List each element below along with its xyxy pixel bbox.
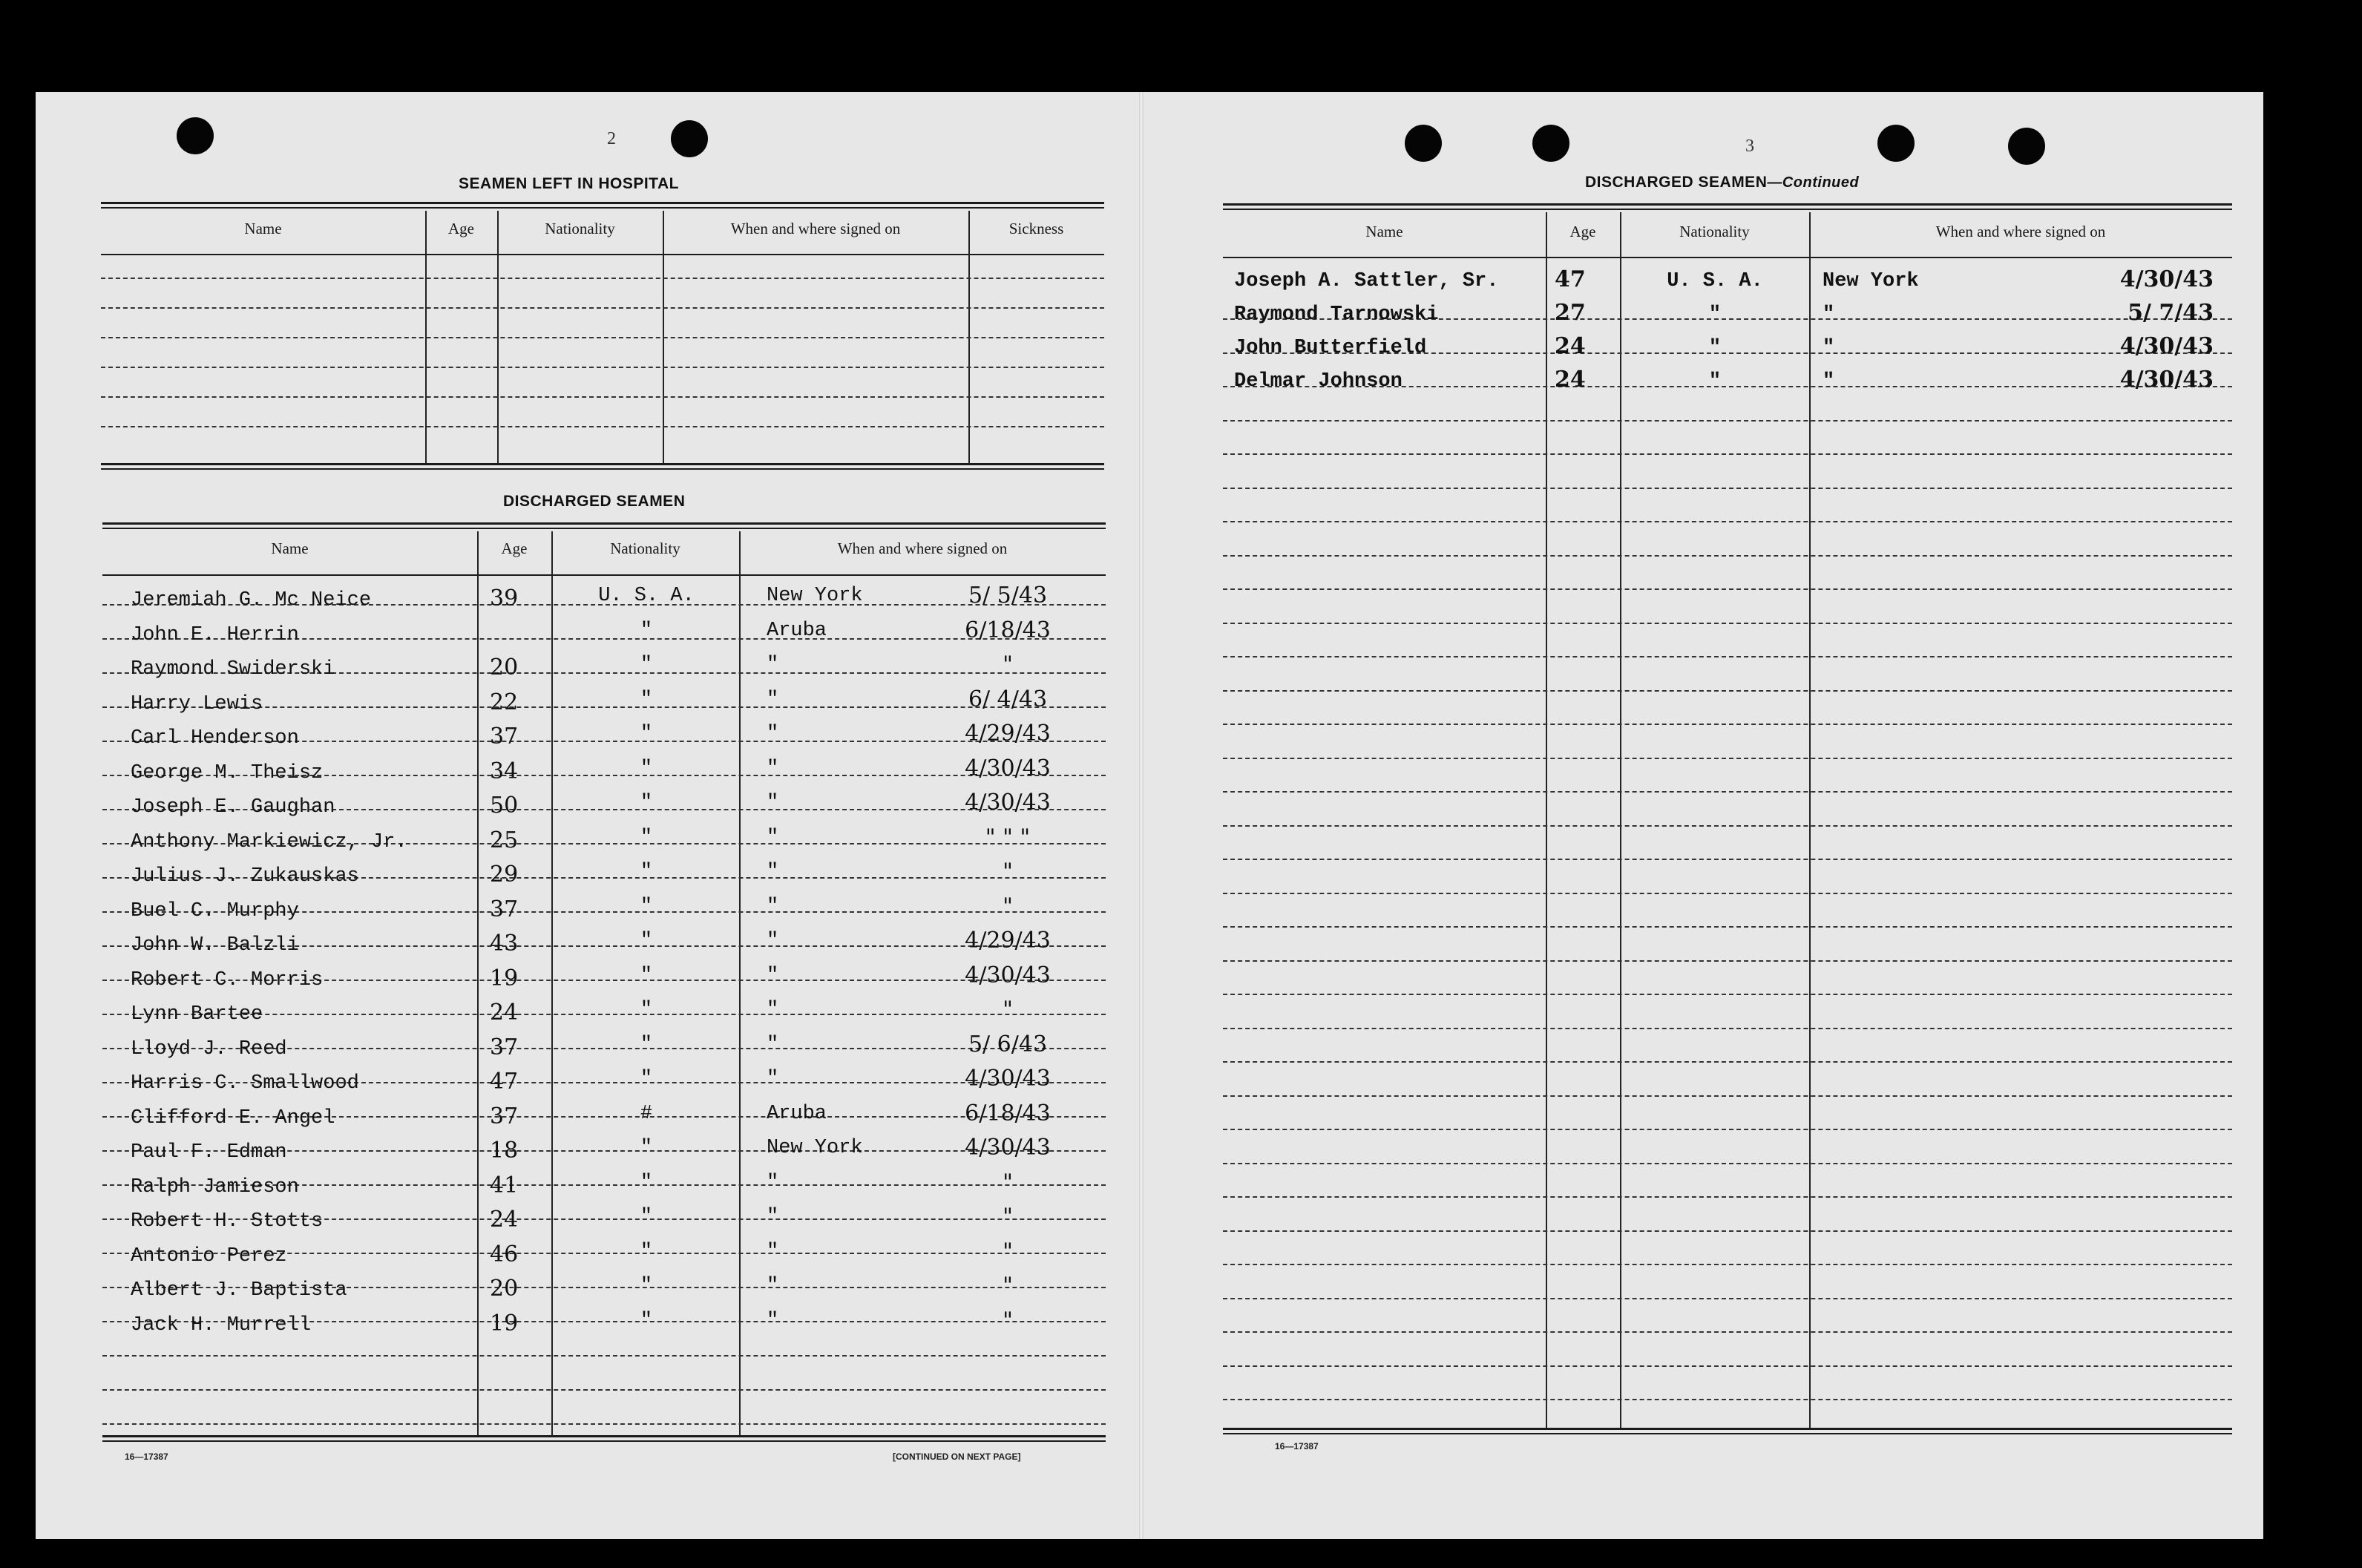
seaman-nationality: " <box>640 1171 653 1194</box>
page-number: 2 <box>607 129 616 148</box>
bottom-rule <box>1223 1428 2232 1430</box>
page-number: 3 <box>1745 137 1754 156</box>
row-line <box>1223 1129 2232 1130</box>
signed-on-place: New York <box>767 1137 863 1159</box>
signed-on-place: " <box>767 895 779 918</box>
column-header: Nationality <box>1679 223 1750 240</box>
column-header: Sickness <box>1008 220 1064 237</box>
signed-on-date: 4/30/43 <box>965 790 1051 816</box>
right-page <box>1141 92 2263 1539</box>
seaman-age: 18 <box>490 1138 519 1164</box>
row-line <box>1223 521 2232 522</box>
row-line <box>1223 1264 2232 1265</box>
seaman-nationality: " <box>640 826 653 849</box>
signed-on-date: 4/29/43 <box>965 721 1051 747</box>
seaman-nationality: " <box>640 1206 653 1228</box>
signed-on-place: " <box>767 654 779 676</box>
signed-on-place: " <box>767 1206 779 1228</box>
seaman-name: Robert H. Stotts <box>131 1210 324 1233</box>
seaman-nationality: " <box>1708 337 1722 359</box>
row-line <box>1223 420 2232 421</box>
seaman-name: George M. Theisz <box>131 761 324 784</box>
column-header: Name <box>244 220 282 237</box>
seaman-name: Robert C. Morris <box>131 968 324 991</box>
column-header: Nationality <box>610 539 680 557</box>
signed-on-place: New York <box>1823 270 1919 292</box>
column-divider <box>551 531 553 1435</box>
seaman-name: Harry Lewis <box>131 692 263 715</box>
seaman-age: 22 <box>490 689 519 715</box>
signed-on-date: 5/ 5/43 <box>968 583 1048 608</box>
column-header: Age <box>1569 223 1596 240</box>
seaman-nationality: " <box>640 930 653 952</box>
header-rule <box>1223 209 2232 210</box>
seaman-nationality: " <box>640 723 653 745</box>
signed-on-place: " <box>1823 337 1835 359</box>
signed-on-date: 6/ 4/43 <box>968 686 1048 712</box>
signed-on-place: " <box>767 1068 779 1090</box>
punch-hole <box>177 117 214 154</box>
row-line <box>101 307 1104 309</box>
signed-on-place: " <box>767 723 779 745</box>
row-line <box>1223 859 2232 860</box>
row-line <box>1223 1399 2232 1400</box>
row-line <box>102 1355 1106 1357</box>
bottom-rule <box>101 463 1104 465</box>
column-header: Name <box>271 539 309 557</box>
seaman-nationality: " <box>640 1033 653 1056</box>
row-line <box>1223 926 2232 928</box>
seaman-age: 19 <box>490 965 519 991</box>
seaman-age: 41 <box>490 1172 519 1198</box>
punch-hole <box>2008 128 2045 165</box>
row-line <box>101 396 1104 398</box>
discharged-table-title: DISCHARGED SEAMEN <box>503 493 686 510</box>
seaman-nationality: " <box>640 964 653 987</box>
seaman-name: Joseph A. Sattler, Sr. <box>1234 270 1499 292</box>
hospital-table-title: SEAMEN LEFT IN HOSPITAL <box>459 175 679 192</box>
seaman-nationality: " <box>640 895 653 918</box>
header-rule <box>102 574 1106 576</box>
seaman-nationality: " <box>640 1309 653 1332</box>
signed-on-place: " <box>767 861 779 883</box>
seaman-age: 37 <box>490 1103 519 1129</box>
row-line <box>101 278 1104 279</box>
seaman-name: Antonio Perez <box>131 1244 287 1267</box>
row-line <box>1223 1331 2232 1333</box>
signed-on-date: 6/18/43 <box>965 617 1051 643</box>
column-divider <box>1546 212 1547 1428</box>
seaman-nationality: " <box>640 757 653 780</box>
continued-suffix: —Continued <box>1767 174 1860 191</box>
seaman-name: Joseph E. Gaughan <box>131 796 335 819</box>
signed-on-date: 4/30/43 <box>2119 266 2214 292</box>
seaman-nationality: " <box>1708 304 1722 326</box>
signed-on-date: 4/30/43 <box>2119 333 2214 359</box>
row-line <box>1223 1163 2232 1164</box>
seaman-age: 37 <box>490 896 519 922</box>
header-rule <box>102 528 1106 529</box>
form-number: 16—17387 <box>125 1451 168 1462</box>
column-header: When and where signed on <box>1935 223 2106 240</box>
row-line <box>1223 453 2232 455</box>
signed-on-date: " <box>1003 859 1013 885</box>
column-divider <box>1620 212 1621 1428</box>
row-line <box>102 1389 1106 1391</box>
seaman-age: 39 <box>490 585 519 611</box>
seaman-nationality: U. S. A. <box>1667 270 1763 292</box>
header-rule <box>1223 257 2232 258</box>
row-line <box>1223 1230 2232 1232</box>
column-header: When and where signed on <box>730 220 901 237</box>
column-divider <box>477 531 479 1435</box>
seaman-age: 25 <box>490 827 519 853</box>
seaman-nationality: " <box>640 654 653 676</box>
seaman-name: Albert J. Baptista <box>131 1279 347 1302</box>
signed-on-date: " <box>1003 1238 1013 1264</box>
signed-on-date: 5/ 7/43 <box>2128 300 2214 326</box>
continued-note: [CONTINUED ON NEXT PAGE] <box>893 1451 1021 1462</box>
row-line <box>1223 994 2232 995</box>
row-line <box>1223 1196 2232 1198</box>
seaman-nationality: # <box>640 1102 653 1125</box>
signed-on-place: " <box>767 930 779 952</box>
discharged-cont-title-main: DISCHARGED SEAMEN <box>1585 174 1768 191</box>
form-number: 16—17387 <box>1275 1441 1319 1451</box>
seaman-name: Lloyd J. Reed <box>131 1037 287 1060</box>
header-rule <box>101 202 1104 204</box>
signed-on-date: " <box>1003 652 1013 678</box>
signed-on-place: " <box>767 1240 779 1263</box>
bottom-rule <box>102 1440 1106 1442</box>
signed-on-place: New York <box>767 585 863 607</box>
signed-on-date: 4/30/43 <box>965 1066 1051 1092</box>
signed-on-date: " <box>1003 1307 1013 1334</box>
seaman-name: Julius J. Zukauskas <box>131 865 359 888</box>
seaman-age: 50 <box>490 793 519 819</box>
column-header: Nationality <box>545 220 615 237</box>
header-rule <box>1223 203 2232 206</box>
row-line <box>1223 1365 2232 1367</box>
seaman-age: 47 <box>1555 266 1586 292</box>
bottom-rule <box>1223 1433 2232 1434</box>
row-line <box>1223 893 2232 894</box>
row-line <box>1223 1061 2232 1063</box>
seaman-name: Harris C. Smallwood <box>131 1072 359 1095</box>
seaman-age: 24 <box>1555 367 1586 393</box>
manifest-sheet <box>36 92 2263 1539</box>
seaman-age: 43 <box>490 931 519 957</box>
bottom-rule <box>102 1435 1106 1437</box>
seaman-nationality: " <box>640 1275 653 1297</box>
seaman-age: 46 <box>490 1241 519 1267</box>
seaman-nationality: " <box>640 861 653 883</box>
signed-on-place: " <box>767 964 779 987</box>
seaman-age: 20 <box>490 1276 519 1302</box>
seaman-name: Delmar Johnson <box>1234 370 1403 393</box>
signed-on-place: " <box>767 688 779 711</box>
row-line <box>1223 488 2232 489</box>
seaman-name: Raymond Tarnowski <box>1234 304 1439 326</box>
signed-on-date: 4/30/43 <box>965 755 1051 781</box>
seaman-age: 47 <box>490 1069 519 1095</box>
seaman-nationality: " <box>640 1068 653 1090</box>
signed-on-place: Aruba <box>767 1102 827 1125</box>
seaman-name: Lynn Bartee <box>131 1003 263 1026</box>
signed-on-place: " <box>767 757 779 780</box>
seaman-age: 24 <box>1555 333 1586 359</box>
row-line <box>1223 1298 2232 1299</box>
punch-hole <box>1532 125 1569 162</box>
signed-on-date: " <box>1003 1273 1013 1299</box>
signed-on-place: " <box>767 1309 779 1332</box>
row-line <box>102 1423 1106 1425</box>
seaman-nationality: " <box>640 619 653 642</box>
signed-on-place: " <box>767 1171 779 1194</box>
seaman-age: 20 <box>490 655 519 680</box>
seaman-name: Jack H. Murrell <box>131 1313 312 1336</box>
seaman-name: John W. Balzli <box>131 934 299 957</box>
seaman-nationality: " <box>640 1240 653 1263</box>
row-line <box>1223 960 2232 962</box>
column-header: Age <box>448 220 474 237</box>
seaman-nationality: U. S. A. <box>598 585 695 607</box>
signed-on-date: " <box>1003 997 1013 1023</box>
seaman-nationality: " <box>640 688 653 711</box>
seaman-name: Carl Henderson <box>131 727 299 749</box>
column-header: When and where signed on <box>837 539 1008 557</box>
row-line <box>1223 555 2232 557</box>
seaman-age: 19 <box>490 1310 519 1336</box>
row-line <box>1223 656 2232 657</box>
seaman-name: Raymond Swiderski <box>131 658 335 680</box>
signed-on-date: " " " <box>985 824 1031 850</box>
seaman-name: Paul F. Edman <box>131 1141 287 1164</box>
column-divider <box>1809 212 1811 1428</box>
row-line <box>101 426 1104 427</box>
seaman-name: Buel C. Murphy <box>131 899 299 922</box>
row-line <box>1223 724 2232 725</box>
signed-on-date: 4/30/43 <box>2119 367 2214 393</box>
row-line <box>1223 1095 2232 1097</box>
signed-on-place: " <box>767 1033 779 1056</box>
row-line <box>1223 690 2232 692</box>
seaman-age: 37 <box>490 724 519 749</box>
signed-on-date: 4/30/43 <box>965 1135 1051 1161</box>
row-line <box>1223 791 2232 793</box>
column-header: Name <box>1365 223 1403 240</box>
seaman-nationality: " <box>640 999 653 1021</box>
signed-on-place: Aruba <box>767 619 827 642</box>
seaman-nationality: " <box>640 792 653 814</box>
row-line <box>1223 588 2232 590</box>
signed-on-place: " <box>767 826 779 849</box>
signed-on-place: " <box>767 999 779 1021</box>
header-rule <box>101 207 1104 209</box>
punch-hole <box>671 120 708 157</box>
row-line <box>101 337 1104 338</box>
seaman-name: John E. Herrin <box>131 623 299 646</box>
seaman-age: 34 <box>490 758 519 784</box>
row-line <box>1223 1028 2232 1029</box>
signed-on-date: 4/29/43 <box>965 928 1051 954</box>
row-line <box>101 367 1104 368</box>
column-header: Age <box>501 539 528 557</box>
header-rule <box>102 522 1106 525</box>
signed-on-date: " <box>1003 1169 1013 1195</box>
punch-hole <box>1877 125 1915 162</box>
seaman-age: 24 <box>490 1000 519 1026</box>
signed-on-date: 5/ 6/43 <box>968 1031 1048 1057</box>
signed-on-date: " <box>1003 1204 1013 1230</box>
seaman-name: Clifford E. Angel <box>131 1106 335 1129</box>
seaman-age: 37 <box>490 1034 519 1060</box>
signed-on-place: " <box>767 792 779 814</box>
row-line <box>1223 825 2232 827</box>
seaman-age: 24 <box>490 1207 519 1233</box>
column-divider <box>739 531 741 1435</box>
seaman-name: John Butterfield <box>1234 337 1427 359</box>
row-line <box>1223 758 2232 759</box>
left-page <box>36 92 1141 1539</box>
seaman-nationality: " <box>1708 370 1722 393</box>
signed-on-place: " <box>1823 304 1835 326</box>
signed-on-date: 4/30/43 <box>965 962 1051 988</box>
header-rule <box>101 254 1104 255</box>
signed-on-place: " <box>767 1275 779 1297</box>
seaman-age: 29 <box>490 862 519 888</box>
signed-on-date: " <box>1003 893 1013 919</box>
seaman-name: Anthony Markiewicz, Jr. <box>131 830 407 853</box>
signed-on-date: 6/18/43 <box>965 1100 1051 1126</box>
seaman-age: 27 <box>1555 300 1586 326</box>
row-line <box>1223 623 2232 624</box>
seaman-name: Ralph Jamieson <box>131 1175 299 1198</box>
signed-on-place: " <box>1823 370 1835 393</box>
punch-hole <box>1405 125 1442 162</box>
seaman-nationality: " <box>640 1137 653 1159</box>
discharged-cont-title <box>1585 174 1859 191</box>
seaman-name: Jeremiah G. Mc Neice <box>131 589 372 611</box>
bottom-rule <box>101 468 1104 470</box>
